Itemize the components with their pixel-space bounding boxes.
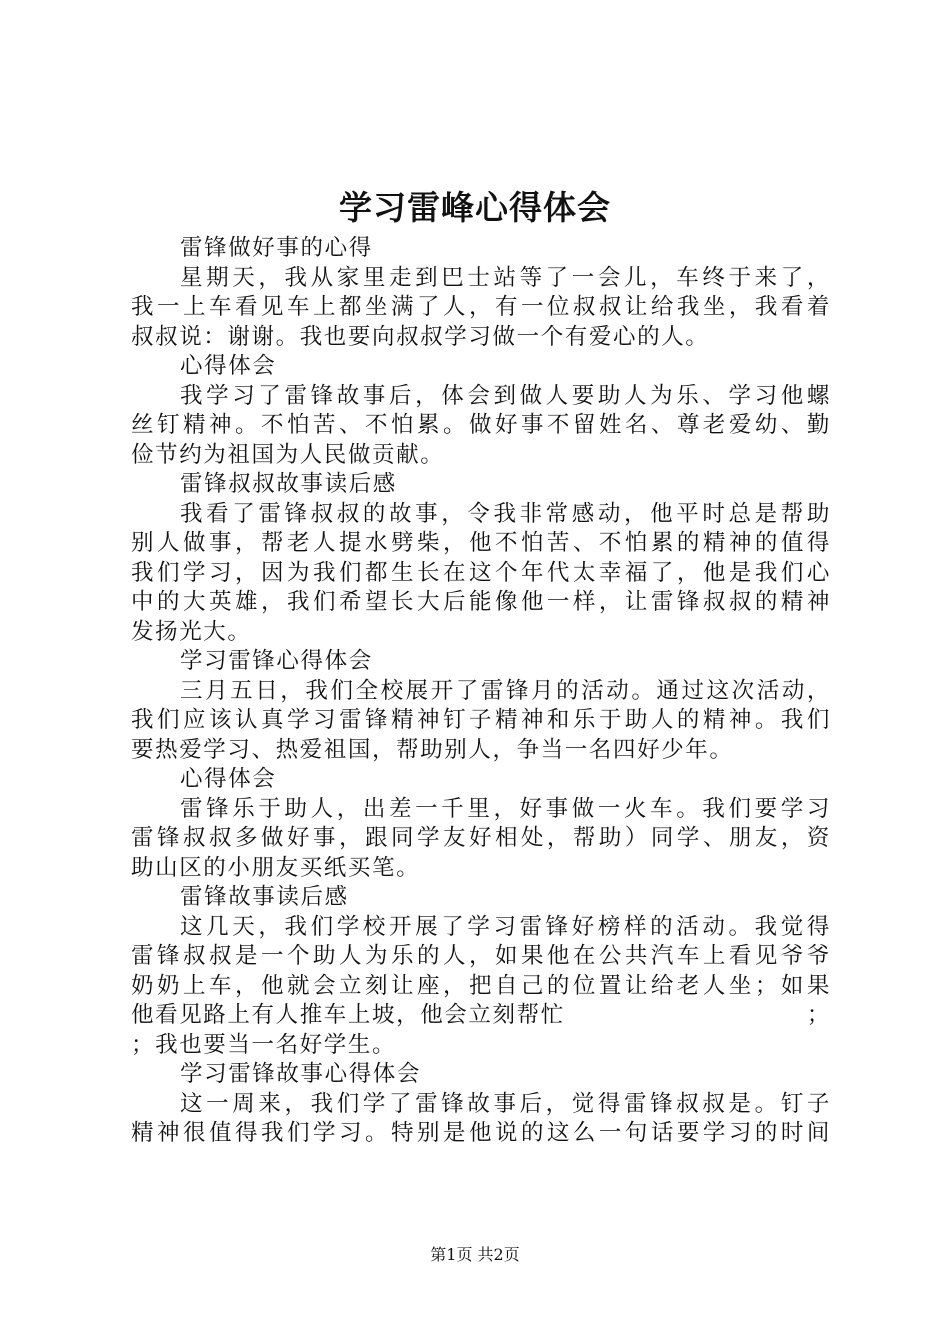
section-heading: 学习雷锋故事心得体会 [180,1061,422,1087]
section-heading: 心得体会 [180,766,277,792]
paragraph-line: 叔叔说：谢谢。我也要向叔叔学习做一个有爱心的人。 [131,323,710,350]
paragraph-line: 我看了雷锋叔叔的故事，令我非常感动，他平时总是帮助 [180,500,831,527]
paragraph-line: 我一上车看见车上都坐满了人，有一位叔叔让给我坐，我看着 [131,294,831,320]
paragraph-line: 要热爱学习、热爱祖国，帮助别人，争当一名四好少年。 [131,736,734,763]
section-heading: 雷锋叔叔故事读后感 [180,471,397,497]
document-title: 学习雷峰心得体会 [339,188,611,227]
paragraph-line: 中的大英雄，我们希望长大后能像他一样，让雷锋叔叔的精神 [131,589,831,615]
paragraph-line: 这几天，我们学校开展了学习雷锋好榜样的活动。我觉得 [180,913,831,940]
paragraph-line: 助山区的小朋友买纸买笔。 [131,854,421,881]
paragraph-line: 俭节约为祖国为人民做贡献。 [131,441,445,468]
paragraph-line: 丝钉精神。不怕苦、不怕累。做好事不留姓名、尊老爱幼、勤 [131,412,831,438]
paragraph-line: ；我也要当一名好学生。 [131,1031,397,1058]
paragraph-line-end: ； [806,1002,831,1028]
paragraph-line: 三月五日，我们全校展开了雷锋月的活动。通过这次活动， [180,677,831,704]
paragraph-line: 精神很值得我们学习。特别是他说的这么一句话要学习的时间 [131,1120,831,1146]
document-body [131,234,831,1149]
paragraph-line: 我们应该认真学习雷锋精神钉子精神和乐于助人的精神。我们 [131,707,831,733]
paragraph-line: 这一周来，我们学了雷锋故事后，觉得雷锋叔叔是。钉子 [180,1090,831,1117]
page-footer [0,1244,950,1266]
paragraph-line: 星期天，我从家里走到巴士站等了一会儿，车终于来了， [180,264,831,291]
section-heading: 雷锋故事读后感 [180,884,349,910]
paragraph-line: 雷锋叔叔多做好事，跟同学友好相处，帮助）同学、朋友，资 [131,825,831,851]
paragraph-line: 雷锋叔叔是一个助人为乐的人，如果他在公共汽车上看见爷爷 [131,943,831,969]
paragraph-line-start: 他看见路上有人推车上坡，他会立刻帮忙 [131,1002,565,1028]
page-number: 第1页 共2页 [430,1245,520,1264]
section-heading: 学习雷锋心得体会 [180,648,373,674]
paragraph-line: 发扬光大。 [131,618,252,645]
paragraph-line: 奶奶上车，他就会立刻让座，把自己的位置让给老人坐；如果 [131,972,831,999]
section-heading: 雷锋做好事的心得 [180,235,373,261]
paragraph-line: 我学习了雷锋故事后，体会到做人要助人为乐、学习他螺 [180,382,831,409]
paragraph-line: 我们学习，因为我们都生长在这个年代太幸福了，他是我们心 [131,559,831,586]
paragraph-line: 别人做事，帮老人提水劈柴，他不怕苦、不怕累的精神的值得 [131,530,831,556]
paragraph-line: 雷锋乐于助人，出差一千里，好事做一火车。我们要学习 [180,795,831,822]
section-heading: 心得体会 [180,353,277,379]
paragraph-line-with-gap [131,1001,831,1031]
